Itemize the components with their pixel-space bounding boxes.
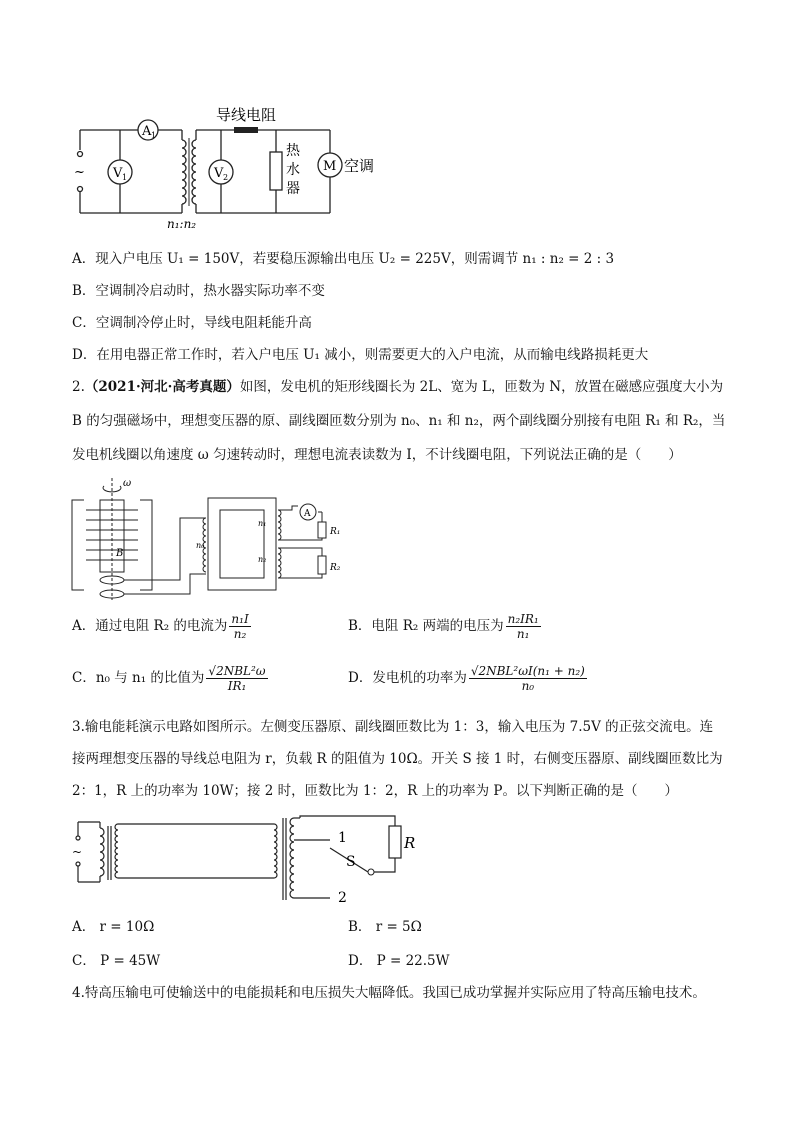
- q2-option-a-text: A．通过电阻 R₂ 的电流为: [72, 618, 228, 634]
- q2-option-b-numerator: n₂IR₁: [507, 612, 539, 626]
- q2-option-d-text: D．发电机的功率为: [348, 670, 467, 686]
- ammeter-symbol: A: [304, 509, 311, 519]
- heater-char-2: 水: [286, 162, 300, 178]
- q2-stem-line-2: B 的匀强磁场中，理想变压器的原、副线圈匝数分别为 n₀、n₁ 和 n₂，两个副线圈分别接有电阻 R₁ 和 R₂，当: [72, 413, 726, 429]
- q2-option-c-text: C．n₀ 与 n₁ 的比值为: [72, 670, 205, 686]
- r1-label: R₁: [330, 527, 341, 537]
- q2-option-a-numerator: n₁I: [231, 612, 249, 626]
- field-b-symbol: B: [116, 548, 124, 559]
- ac-source-symbol: ~: [74, 165, 85, 180]
- q2-number: 2.: [72, 379, 85, 395]
- r2-label: R₂: [330, 563, 341, 573]
- voltmeter-v2-subscript: 2: [223, 173, 229, 182]
- q2-option-b-denominator: n₁: [516, 627, 530, 641]
- motor-symbol: M: [323, 159, 337, 174]
- ac-source-symbol: ~: [72, 845, 83, 859]
- resistor-r-label: R: [404, 834, 416, 852]
- voltmeter-v1-subscript: 1: [122, 173, 128, 182]
- q2-option-c-denominator: IR₁: [227, 679, 247, 693]
- q2-option-a-denominator: n₂: [233, 627, 247, 641]
- coil-n2-label: n₂: [258, 555, 267, 564]
- q1-option-a[interactable]: A．现入户电压 U₁ = 150V，若要稳压源输出电压 U₂ = 225V，则需调节 n₁ : n₂ = 2 : 3: [72, 251, 615, 267]
- switch-s-label: S: [346, 854, 356, 870]
- tap-1-label: 1: [338, 830, 347, 846]
- tap-2-label: 2: [338, 890, 347, 906]
- coil-n0-label: n₀: [196, 541, 205, 550]
- q2-stem-1: 如图，发电机的矩形线圈长为 2L、宽为 L，匝数为 N，放置在磁感应强度大小为: [239, 379, 724, 395]
- q2-option-c-numerator: √2NBL²ω: [208, 664, 266, 678]
- q3-stem-line-1: 3.输电能耗演示电路如图所示。左侧变压器原、副线圈匝数比为 1：3，输入电压为 7.5V 的正弦交流电。连: [72, 719, 714, 735]
- ammeter-a1-symbol: A: [142, 124, 152, 139]
- voltmeter-v2-symbol: V: [214, 166, 224, 181]
- turns-ratio-label: n₁:n₂: [167, 217, 197, 231]
- q4-stem-line-1: 4.特高压输电可使输送中的电能损耗和电压损失大幅降低。我国已成功掌握并实际应用了特高压输电技术。: [72, 985, 706, 1001]
- heater-char-1: 热: [286, 143, 300, 159]
- q3-option-b[interactable]: B． r = 5Ω: [348, 919, 422, 935]
- voltmeter-v1-symbol: V: [113, 166, 123, 181]
- q2-option-d-numerator: √2NBL²ωI(n₁ + n₂): [470, 664, 585, 678]
- ammeter-a1-subscript: 1: [151, 131, 157, 140]
- q1-option-c[interactable]: C．空调制冷停止时，导线电阻耗能升高: [72, 315, 312, 331]
- q1-option-d[interactable]: D．在用电器正常工作时，若入户电压 U₁ 减小，则需要更大的入户电流，从而输电线路损耗更大: [72, 347, 649, 363]
- q3-stem-line-2: 接两理想变压器的导线总电阻为 r，负载 R 的阻值为 10Ω。开关 S 接 1 时，右侧变压器原、副线圈匝数比为: [72, 751, 723, 767]
- q2-option-b-text: B．电阻 R₂ 两端的电压为: [348, 618, 504, 634]
- q3-option-d[interactable]: D． P = 22.5W: [348, 953, 450, 969]
- coil-n1-label: n₁: [258, 519, 267, 528]
- q2-option-d-denominator: n₀: [521, 679, 535, 693]
- q3-option-a[interactable]: A． r = 10Ω: [72, 919, 155, 935]
- omega-symbol: ω: [123, 478, 132, 489]
- heater-char-3: 器: [286, 181, 300, 197]
- q2-stem-line-3: 发电机线圈以角速度 ω 匀速转动时，理想电流表读数为 I，不计线圈电阻，下列说法正确的是（ ）: [72, 447, 682, 463]
- q3-option-c[interactable]: C． P = 45W: [72, 953, 161, 969]
- wire-resistance-label: 导线电阻: [216, 106, 277, 124]
- q3-stem-line-3: 2：1，R 上的功率为 10W；接 2 时，匝数比为 1：2，R 上的功率为 P。以下判断正确的是（ ）: [72, 783, 678, 799]
- q2-source: （2021·河北·高考真题）: [84, 379, 240, 395]
- q1-option-b[interactable]: B．空调制冷启动时，热水器实际功率不变: [72, 283, 325, 299]
- air-conditioner-label: 空调: [344, 157, 375, 175]
